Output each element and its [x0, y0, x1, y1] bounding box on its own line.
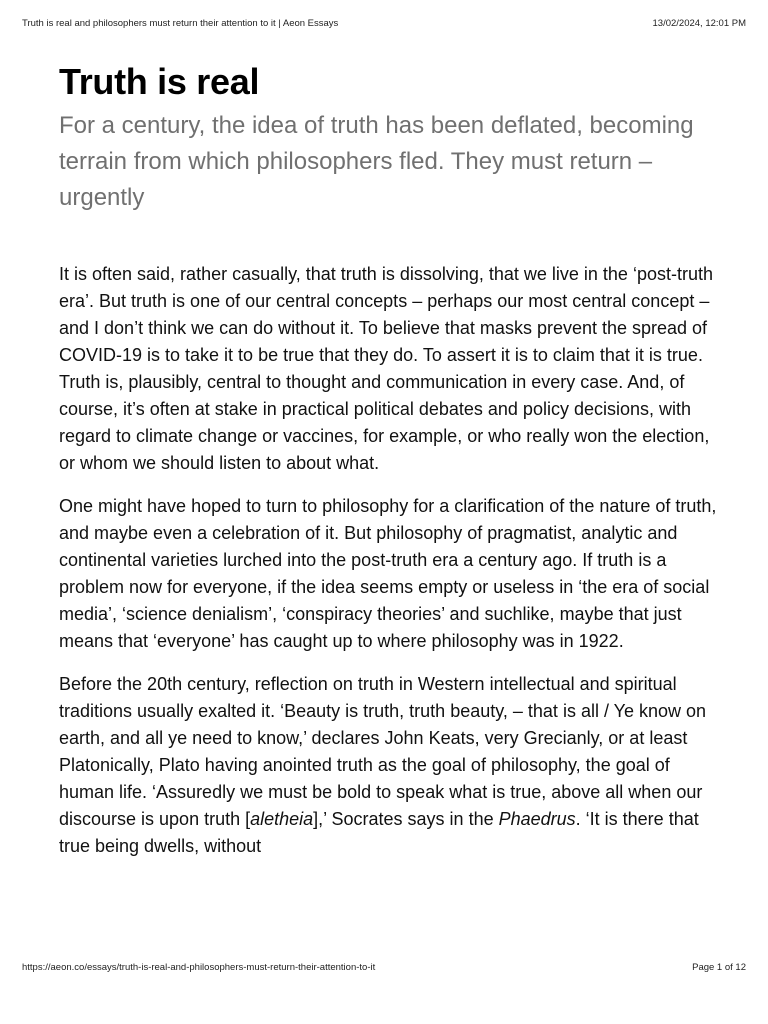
page-indicator: Page 1 of 12 — [692, 962, 746, 973]
print-datetime: 13/02/2024, 12:01 PM — [652, 18, 746, 29]
print-footer — [22, 962, 746, 976]
article-title: Truth is real — [59, 61, 260, 102]
article — [59, 58, 719, 876]
paragraph-text: Before the 20th century, reflection on truth in Western intellectual and spiritual traditions usually exalted it. ‘Beauty is truth, truth beauty, – that is all / Ye know on earth, and all ye need to know,’ declares John Keats, very Grecianly, or at least Platonically, Plato having anointed truth as the goal of philosophy, the goal of human life. ‘Assuredly we must be bold to speak what is true, above all when our discourse is upon truth [ — [59, 674, 707, 829]
paragraph: It is often said, rather casually, that truth is dissolving, that we live in the ‘post-truth era’. But truth is one of our central concepts – perhaps our most central concept – and I don’t think we can do without it. To believe that masks prevent the spread of COVID-19 is to take it to be true that they do. To assert it is to claim that it is true. Truth is, plausibly, central to thought and communication in every case. And, of course, it’s often at stake in practical political debates and policy decisions, with regard to climate change or vaccines, for example, or who really won the election, or whom we should listen to about what. — [59, 264, 713, 473]
paragraph-text: ],’ Socrates says in the — [313, 809, 499, 829]
print-page-title: Truth is real and philosophers must return their attention to it | Aeon Essays — [22, 18, 339, 29]
italic-title: Phaedrus — [498, 809, 576, 829]
paragraph-text: . ‘It is there that true being dwells, without — [59, 809, 699, 856]
print-header — [22, 18, 746, 32]
article-standfirst: For a century, the idea of truth has been deflated, becoming terrain from which philosophers fled. They must return – urgently — [59, 112, 694, 211]
print-url: https://aeon.co/essays/truth-is-real-and-philosophers-must-return-their-attention-to-it — [22, 962, 376, 973]
italic-term: aletheia — [250, 809, 314, 829]
paragraph — [59, 671, 719, 860]
article-body — [59, 261, 719, 860]
paragraph: One might have hoped to turn to philosophy for a clarification of the nature of truth, and maybe even a celebration of it. But philosophy of pragmatist, analytic and continental varieties lurched into the post-truth era a century ago. If truth is a problem now for everyone, if the idea seems empty or useless in ‘the era of social media’, ‘science denialism’, ‘conspiracy theories’ and suchlike, maybe that just means that ‘everyone’ has caught up to where philosophy was in 1922. — [59, 496, 717, 651]
